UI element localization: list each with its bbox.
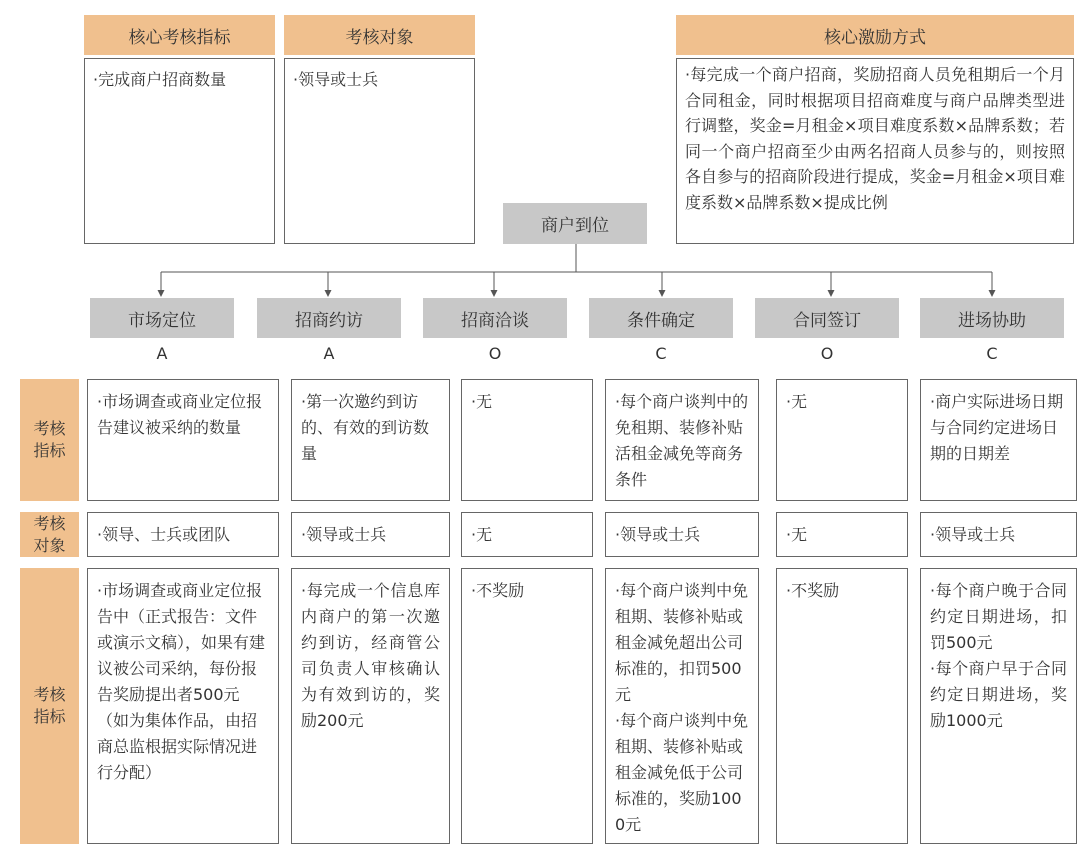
stage-grade: A (323, 344, 335, 363)
target-cell: ·领导或士兵 (291, 512, 450, 557)
core-indicator-header: 核心考核指标 (84, 15, 275, 55)
target-header: 考核对象 (284, 15, 475, 55)
arrow-head-icon (158, 290, 165, 297)
indicator-cell: ·无 (461, 379, 593, 501)
arrow-head-icon (491, 290, 498, 297)
stage-box: 条件确定 (589, 298, 733, 338)
incentive-box: ·每完成一个商户招商，奖励招商人员免租期后一个月合同租金，同时根据项目招商难度与商户品牌类型进行调整，奖金=月租金×项目难度系数×品牌系数；若同一个商户招商至少由两名招商人员参与的，则按照各自参与的招商阶段进行提成，奖金=月租金×项目难度系数×品牌系数×提成比例 (676, 58, 1074, 244)
stage-grade: C (655, 344, 667, 363)
incentive-header: 核心激励方式 (676, 15, 1074, 55)
stage-box: 合同签订 (755, 298, 899, 338)
arrow-head-icon (828, 290, 835, 297)
row-label-indicator: 考核 指标 (20, 379, 79, 501)
target-box: ·领导或士兵 (284, 58, 475, 244)
row-label-target: 考核 对象 (20, 512, 79, 557)
arrow-head-icon (325, 290, 332, 297)
target-cell: ·领导或士兵 (605, 512, 759, 557)
stage-box: 招商洽谈 (423, 298, 567, 338)
reward-cell: ·市场调查或商业定位报告中（正式报告：文件或演示文稿），如果有建议被公司采纳，每份报告奖励提出者500元（如为集体作品，由招商总监根据实际情况进行分配） (87, 568, 279, 844)
arrow-head-icon (659, 290, 666, 297)
reward-cell: ·每个商户晚于合同约定日期进场，扣罚500元 ·每个商户早于合同约定日期进场，奖励1000元 (920, 568, 1077, 844)
arrow-head-icon (989, 290, 996, 297)
core-indicator-box: ·完成商户招商数量 (84, 58, 275, 244)
root-node: 商户到位 (503, 203, 647, 244)
row-label-reward: 考核 指标 (20, 568, 79, 844)
stage-grade: C (986, 344, 998, 363)
indicator-cell: ·市场调查或商业定位报告建议被采纳的数量 (87, 379, 279, 501)
indicator-cell: ·无 (776, 379, 908, 501)
stage-grade: A (156, 344, 168, 363)
stage-grade: O (488, 344, 502, 363)
indicator-cell: ·第一次邀约到访的、有效的到访数量 (291, 379, 450, 501)
reward-cell: ·不奖励 (461, 568, 593, 844)
target-cell: ·领导、士兵或团队 (87, 512, 279, 557)
stage-box: 招商约访 (257, 298, 401, 338)
target-cell: ·领导或士兵 (920, 512, 1077, 557)
stage-box: 市场定位 (90, 298, 234, 338)
reward-cell: ·不奖励 (776, 568, 908, 844)
target-cell: ·无 (461, 512, 593, 557)
target-cell: ·无 (776, 512, 908, 557)
indicator-cell: ·商户实际进场日期与合同约定进场日期的日期差 (920, 379, 1077, 501)
reward-cell: ·每个商户谈判中免租期、装修补贴或租金减免超出公司标准的，扣罚500元 ·每个商户谈判中免租期、装修补贴或租金减免低于公司标准的，奖励1000元 (605, 568, 759, 844)
stage-grade: O (820, 344, 834, 363)
stage-box: 进场协助 (920, 298, 1064, 338)
reward-cell: ·每完成一个信息库内商户的第一次邀约到访，经商管公司负责人审核确认为有效到访的，奖励200元 (291, 568, 450, 844)
indicator-cell: ·每个商户谈判中的免租期、装修补贴活租金减免等商务条件 (605, 379, 759, 501)
